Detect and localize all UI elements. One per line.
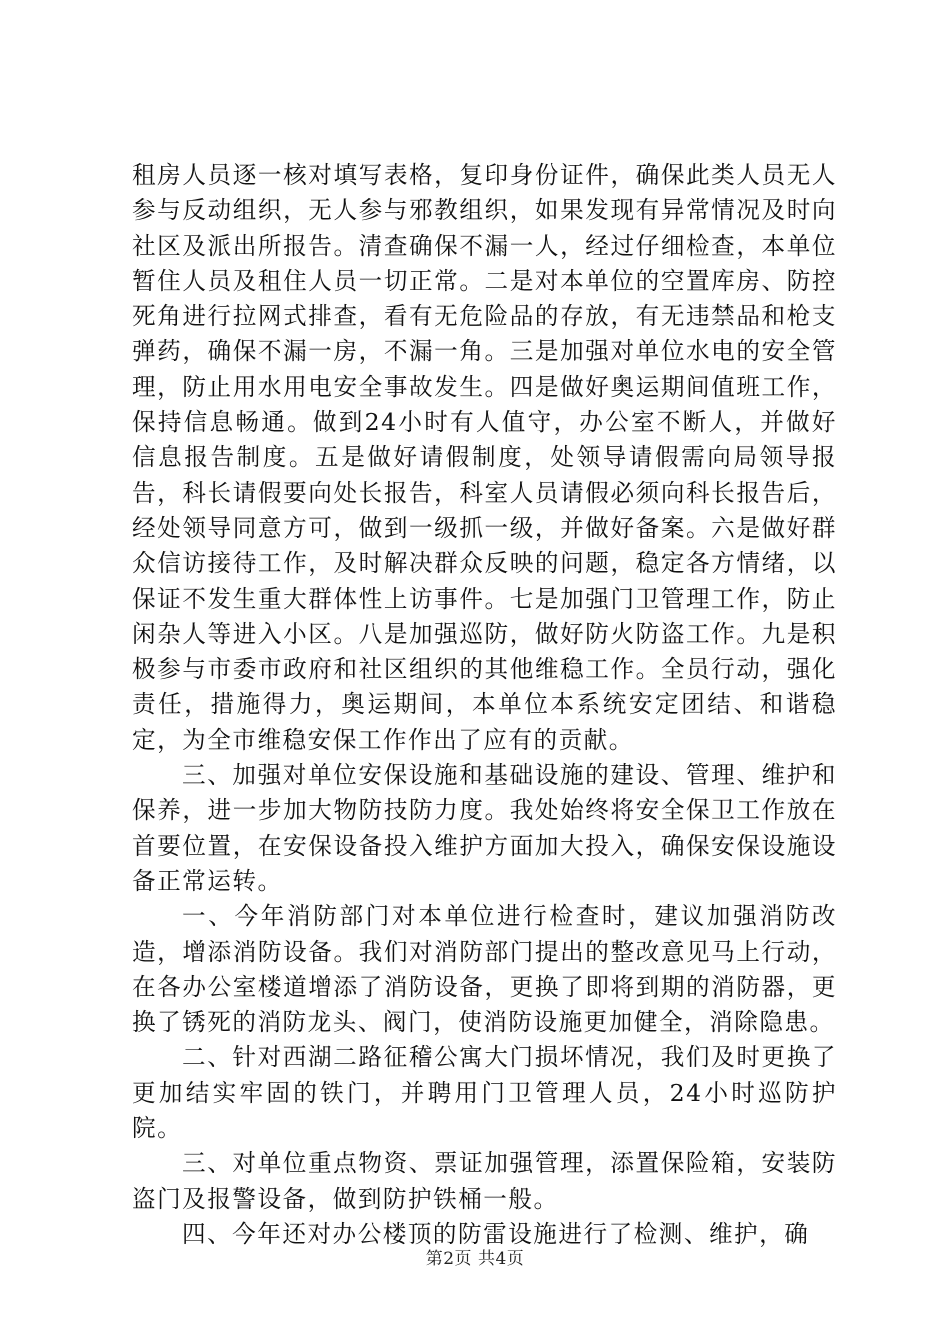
paragraph-item-one: 一、今年消防部门对本单位进行检查时，建议加强消防改造，增添消防设备。我们对消防部门提出的整改意见马上行动，在各办公室楼道增添了消防设备，更换了即将到期的消防器，更换了锈死的消防龙头、阀门，使消防设施更加健全，消除隐患。: [132, 902, 837, 1037]
document-body: [132, 158, 837, 1252]
page-number-footer: 第2页 共4页: [425, 1249, 525, 1269]
paragraph-item-two: 二、针对西湖二路征稽公寓大门损坏情况，我们及时更换了更加结实牢固的铁门，并聘用门卫管理人员，24小时巡防护院。: [132, 1043, 837, 1143]
paragraph-continuation: 租房人员逐一核对填写表格，复印身份证件，确保此类人员无人参与反动组织，无人参与邪教组织，如果发现有异常情况及时向社区及派出所报告。清查确保不漏一人，经过仔细检查，本单位暂住人员及租住人员一切正常。二是对本单位的空置库房、防控死角进行拉网式排查，看有无危险品的存放，有无违禁品和枪支弹药，确保不漏一房，不漏一角。三是加强对单位水电的安全管理，防止用水用电安全事故发生。四是做好奥运期间值班工作，保持信息畅通。做到24小时有人值守，办公室不断人，并做好信息报告制度。五是做好请假制度，处领导请假需向局领导报告，科长请假要向处长报告，科室人员请假必须向科长报告后，经处领导同意方可，做到一级抓一级，并做好备案。六是做好群众信访接待工作，及时解决群众反映的问题，稳定各方情绪，以保证不发生重大群体性上访事件。七是加强门卫管理工作，防止闲杂人等进入小区。八是加强巡防，做好防火防盗工作。九是积极参与市委市政府和社区组织的其他维稳工作。全员行动，强化责任，措施得力，奥运期间，本单位本系统安定团结、和谐稳定，为全市维稳安保工作作出了应有的贡献。: [132, 161, 837, 754]
paragraph-section-three: 三、加强对单位安保设施和基础设施的建设、管理、维护和保养，进一步加大物防技防力度。我处始终将安全保卫工作放在首要位置，在安保设备投入维护方面加大投入，确保安保设施设备正常运转。: [132, 761, 837, 895]
paragraph-item-three: 三、对单位重点物资、票证加强管理，添置保险箱，安装防盗门及报警设备，做到防护铁桶一般。: [132, 1149, 837, 1213]
paragraph-item-four: 四、今年还对办公楼顶的防雷设施进行了检测、维护，确: [182, 1219, 810, 1248]
